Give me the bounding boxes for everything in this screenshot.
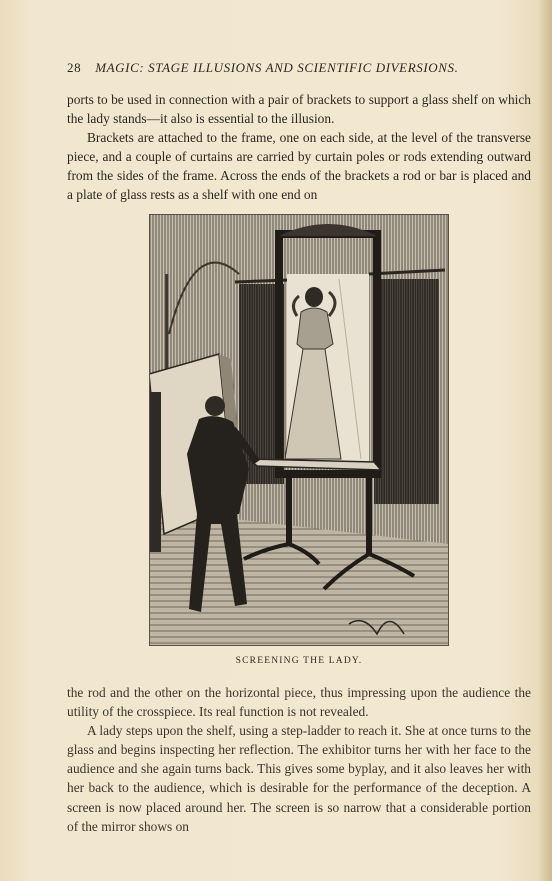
- page-edge: [538, 0, 552, 881]
- page-number: 28: [67, 60, 82, 75]
- engraving-illustration: [149, 214, 449, 646]
- paragraph-text: A lady steps upon the shelf, using a step-ladder to reach it. She at once turns to the glass and begins inspecting her reflection. The exhibitor turns her with her face to the audience and she again turns back. This gives some byplay, and it also leaves her with her back to the audience, which is desirable for the performance of the deception. A screen is now placed around her. The screen is so narrow that a considerable portion of the mirror shows on: [67, 723, 531, 834]
- paragraph-continued: the rod and the other on the horizontal piece, thus impressing upon the audience the utility of the crosspiece. Its real function is not revealed.: [67, 685, 531, 720]
- paragraph: [67, 721, 531, 836]
- running-head: [67, 60, 499, 76]
- running-title: MAGIC: STAGE ILLUSIONS AND SCIENTIFIC DIVERSIONS.: [95, 60, 459, 75]
- paragraph-continued: ports to be used in connection with a pair of brackets to support a glass shelf on which the lady stands—it also is essential to the illusion.: [67, 92, 531, 127]
- text-block-top: [67, 90, 531, 205]
- paragraph-text: Brackets are attached to the frame, one on each side, at the level of the transverse piece, and a couple of curtains are carried by curtain poles or rods extending outward from the sides of the frame. Across the ends of the brackets a rod or bar is placed and a plate of glass rests as a shelf with one end on: [67, 130, 531, 203]
- text-block-bottom: [67, 683, 531, 836]
- figure-caption: SCREENING THE LADY.: [235, 656, 363, 666]
- paragraph: [67, 128, 531, 204]
